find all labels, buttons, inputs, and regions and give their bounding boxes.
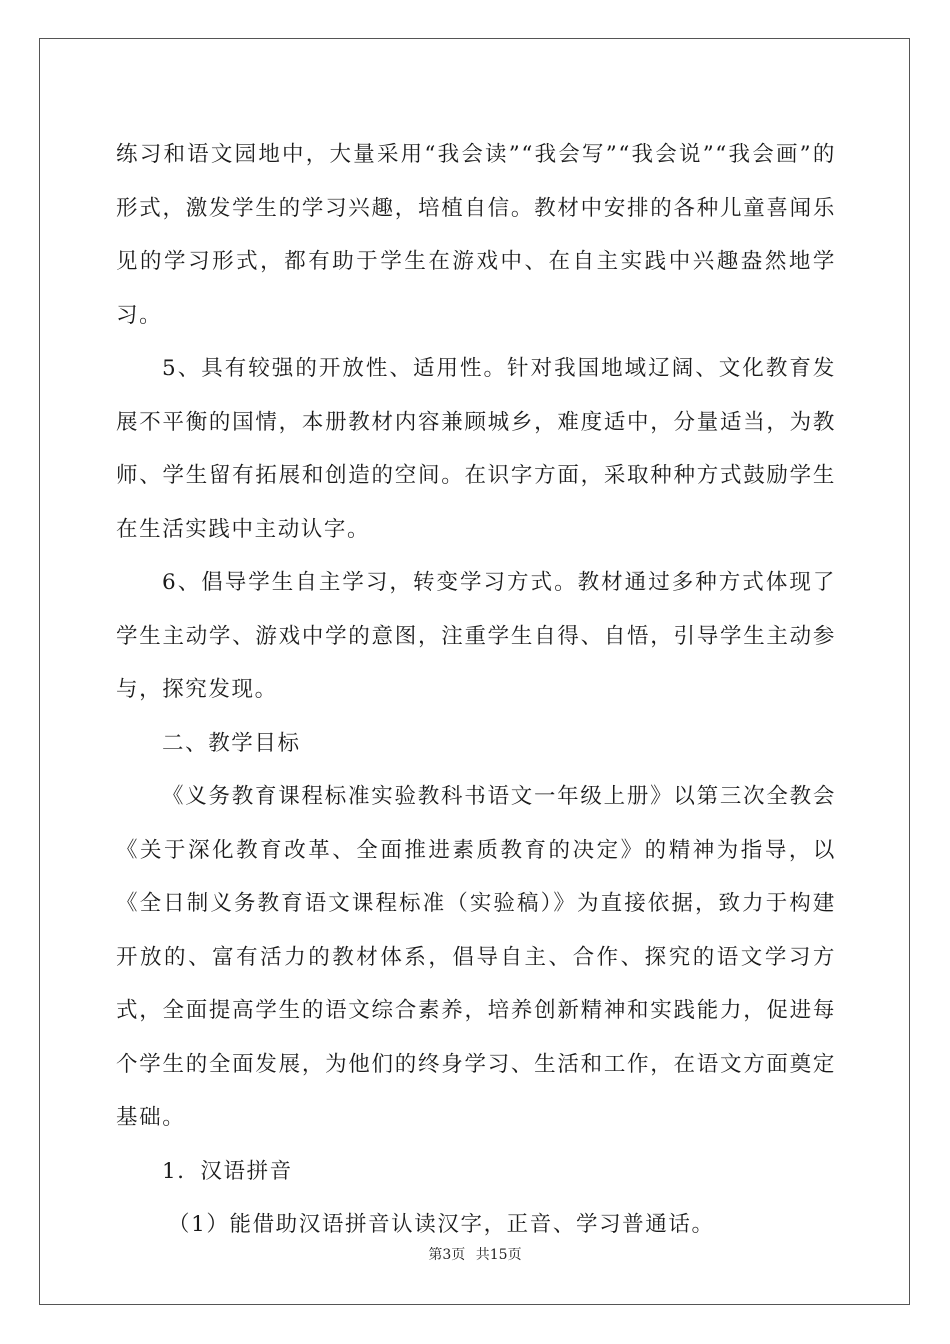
list-item-pinyin-1: （1）能借助汉语拼音认读汉字，正音、学习普通话。 <box>168 1212 715 1237</box>
section-heading-teaching-goals: 二、教学目标 <box>162 730 301 756</box>
paragraph-continuation: 练习和语文园地中，大量采用“我会读”“我会写”“我会说”“我会画”的形式，激发学生的学习兴趣，培植自信。教材中安排的各种儿童喜闻乐见的学习形式，都有助于学生在游戏中、在自主实践中兴趣盎然地学习。 <box>116 142 836 328</box>
page-footer <box>0 1244 950 1264</box>
page-total: 共15页 <box>475 1247 522 1263</box>
paragraph-point-5: 5、具有较强的开放性、适用性。针对我国地域辽阔、文化教育发展不平衡的国情，本册教材内容兼顾城乡，难度适中，分量适当，为教师、学生留有拓展和创造的空间。在识字方面，采取种种方式鼓励学生在生活实践中主动认字。 <box>116 356 836 542</box>
subheading-pinyin: 1．汉语拼音 <box>162 1158 293 1184</box>
paragraph-goals-intro: 《义务教育课程标准实验教科书语文一年级上册》以第三次全教会《关于深化教育改革、全面推进素质教育的决定》的精神为指导，以《全日制义务教育语文课程标准（实验稿）》为直接依据，致力于构建开放的、富有活力的教材体系，倡导自主、合作、探究的语文学习方式，全面提高学生的语文综合素养，培养创新精神和实践能力，促进每个学生的全面发展，为他们的终身学习、生活和工作，在语文方面奠定基础。 <box>116 784 836 1130</box>
paragraph-point-6: 6、倡导学生自主学习，转变学习方式。教材通过多种方式体现了学生主动学、游戏中学的意图，注重学生自得、自悟，引导学生主动参与，探究发现。 <box>116 570 836 702</box>
page-number: 第3页 <box>428 1247 466 1263</box>
document-body <box>116 128 836 1252</box>
